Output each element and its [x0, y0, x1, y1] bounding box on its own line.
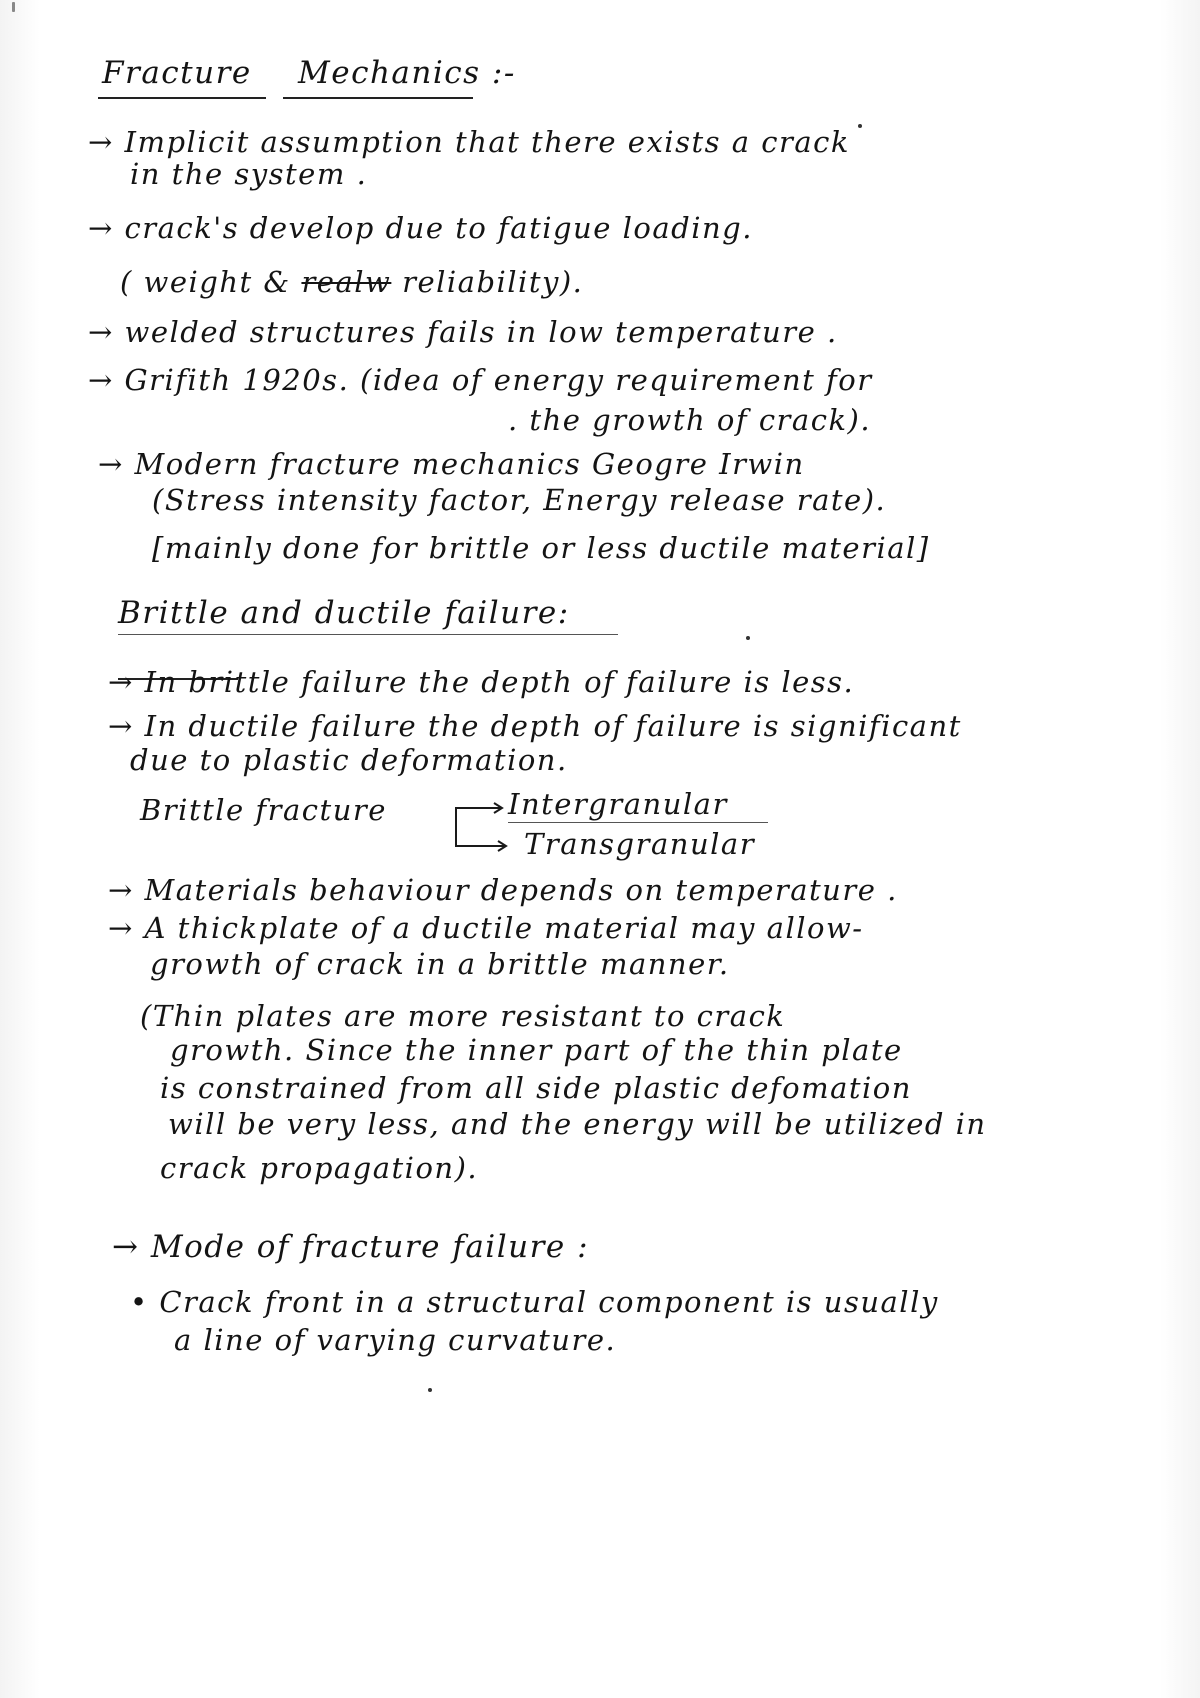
note-thin-plates: (Thin plates are more resistant to crack — [140, 999, 786, 1033]
note-brittle-depth: → In brittle failure the depth of failure is less. — [108, 665, 855, 699]
note-constrained: is constrained from all side plastic defomation — [160, 1071, 912, 1105]
note-growth-brittle-manner: growth of crack in a brittle manner. — [150, 947, 730, 981]
note-modern-fracture: → Modern fracture mechanics Geogre Irwin — [98, 447, 805, 481]
note-stress-intensity: (Stress intensity factor, Energy release rate). — [152, 483, 887, 517]
branch-arrow-icon — [450, 800, 510, 856]
brittle-fracture-label: Brittle fracture — [140, 793, 387, 827]
note-weight-reliability — [120, 265, 584, 299]
brittle-ductile-heading: Brittle and ductile failure: — [118, 595, 570, 631]
branch-transgranular: Transgranular — [524, 827, 756, 861]
title-mechanics: Mechanics :- — [298, 55, 516, 91]
struck-word: realw — [301, 265, 392, 299]
note-crack-front: • Crack front in a structural component is usually — [130, 1285, 939, 1319]
title-underline-1 — [98, 97, 266, 99]
note-thick-plate: → A thickplate of a ductile material may allow- — [108, 911, 864, 945]
note-cracks-develop: → crack's develop due to fatigue loading. — [88, 211, 753, 245]
note-in-system: in the system . — [130, 157, 368, 191]
ink-speck — [858, 124, 862, 128]
note-ductile-depth: → In ductile failure the depth of failure is significant — [108, 709, 962, 743]
note-energy-utilized: will be very less, and the energy will be utilized in — [168, 1107, 987, 1141]
note-inner-part: growth. Since the inner part of the thin plate — [170, 1033, 903, 1067]
mode-heading: → Mode of fracture failure : — [112, 1229, 590, 1265]
note-materials-behaviour: → Materials behaviour depends on temperature . — [108, 873, 898, 907]
note-growth-of-crack: . the growth of crack). — [508, 403, 872, 437]
branch-intergranular: Intergranular — [508, 787, 728, 821]
note-implicit-assumption: → Implicit assumption that there exists a crack — [88, 125, 850, 159]
note-welded-structures: → welded structures fails in low temperature . — [88, 315, 838, 349]
brittle-heading-underline — [118, 634, 618, 635]
reliability-text: reliability). — [391, 265, 584, 299]
note-plastic-deformation: due to plastic deformation. — [130, 743, 568, 777]
note-varying-curvature: a line of varying curvature. — [174, 1323, 617, 1357]
ink-speck — [428, 1388, 432, 1392]
title-fracture: Fracture — [102, 55, 252, 91]
ink-speck — [746, 636, 750, 640]
note-mainly-done: [mainly done for brittle or less ductile material] — [152, 531, 930, 565]
note-crack-propagation: crack propagation). — [160, 1151, 479, 1185]
intergranular-underline — [508, 822, 768, 823]
note-grifith: → Grifith 1920s. (idea of energy requirement for — [88, 363, 873, 397]
weight-text: ( weight & — [120, 265, 302, 299]
title-underline-2 — [283, 97, 473, 99]
page-edge-mark — [12, 2, 15, 12]
